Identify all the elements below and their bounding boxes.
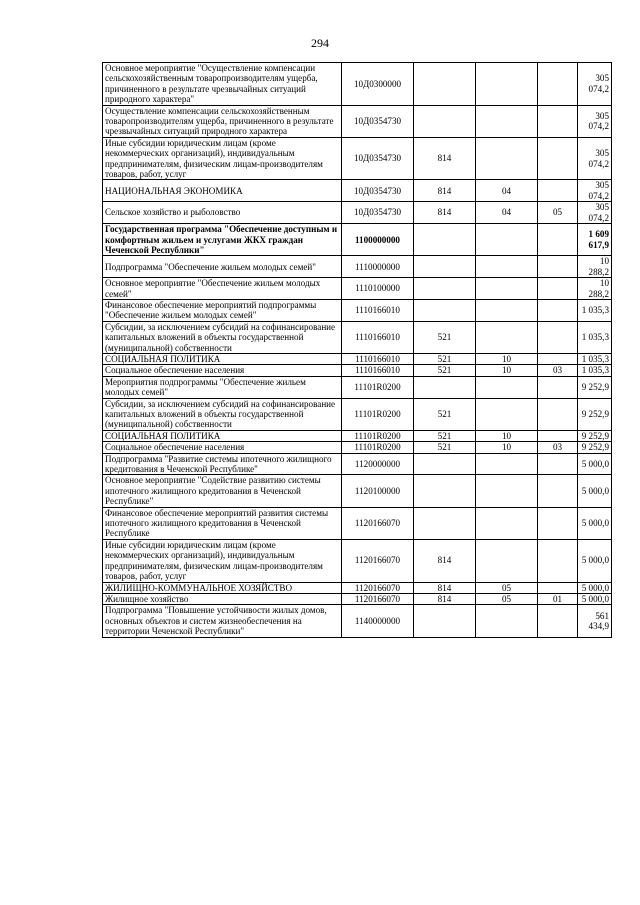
row-rz-cell	[476, 137, 538, 180]
row-csr-cell: 1120166070	[342, 539, 414, 582]
row-rz-cell	[476, 475, 538, 507]
row-vr-cell	[414, 105, 476, 137]
table-row	[103, 180, 612, 202]
row-name-cell: Подпрограмма "Повышение устойчивости жилых домов, основных объектов и систем жизнеобеспечения на территории Чеченской Республики"	[103, 605, 342, 637]
row-name-cell: Иные субсидии юридическим лицам (кроме некоммерческих организаций), индивидуальным предпринимателям, физическим лицам-производителям товаров, работ, услуг	[103, 539, 342, 582]
row-rz-cell	[476, 105, 538, 137]
table-row	[103, 353, 612, 364]
row-sum-cell: 305 074,2	[578, 63, 612, 106]
row-pr-cell	[538, 256, 578, 278]
table-row	[103, 430, 612, 441]
row-csr-cell: 11101R0200	[342, 376, 414, 398]
row-name-cell: ЖИЛИЩНО-КОММУНАЛЬНОЕ ХОЗЯЙСТВО	[103, 582, 342, 593]
row-vr-cell: 814	[414, 137, 476, 180]
row-name-cell: Осуществление компенсации сельскохозяйственным товаропроизводителям ущерба, причиненного в результате чрезвычайных ситуаций природного характера	[103, 105, 342, 137]
table-row	[103, 605, 612, 637]
row-vr-cell: 521	[414, 353, 476, 364]
row-sum-cell: 1 035,3	[578, 353, 612, 364]
row-rz-cell: 10	[476, 365, 538, 376]
row-vr-cell: 814	[414, 180, 476, 202]
row-vr-cell: 521	[414, 398, 476, 430]
row-pr-cell	[538, 321, 578, 353]
row-name-cell: Мероприятия подпрограммы "Обеспечение жильем молодых семей"	[103, 376, 342, 398]
row-pr-cell	[538, 582, 578, 593]
row-vr-cell	[414, 299, 476, 321]
table-row	[103, 63, 612, 106]
row-vr-cell: 521	[414, 321, 476, 353]
row-vr-cell	[414, 224, 476, 256]
row-rz-cell: 04	[476, 202, 538, 224]
row-vr-cell	[414, 256, 476, 278]
row-pr-cell	[538, 224, 578, 256]
row-vr-cell	[414, 605, 476, 637]
row-sum-cell: 10 288,2	[578, 278, 612, 300]
row-vr-cell	[414, 278, 476, 300]
row-name-cell: Основное мероприятие "Содействие развитию системы ипотечного жилищного кредитования в Чеченской Республике"	[103, 475, 342, 507]
row-name-cell: Субсидии, за исключением субсидий на софинансирование капитальных вложений в объекты государственной (муниципальной) собственности	[103, 398, 342, 430]
row-rz-cell: 04	[476, 180, 538, 202]
row-vr-cell	[414, 376, 476, 398]
row-sum-cell: 5 000,0	[578, 582, 612, 593]
row-rz-cell: 05	[476, 582, 538, 593]
row-sum-cell: 305 074,2	[578, 137, 612, 180]
row-sum-cell: 5 000,0	[578, 593, 612, 604]
row-rz-cell	[476, 398, 538, 430]
row-rz-cell	[476, 224, 538, 256]
row-pr-cell	[538, 430, 578, 441]
row-name-cell: Жилищное хозяйство	[103, 593, 342, 604]
table-row	[103, 202, 612, 224]
row-csr-cell: 11101R0200	[342, 430, 414, 441]
row-name-cell: Иные субсидии юридическим лицам (кроме некоммерческих организаций), индивидуальным предпринимателям, физическим лицам-производителям товаров, работ, услуг	[103, 137, 342, 180]
row-csr-cell: 10Д0354730	[342, 137, 414, 180]
row-csr-cell: 1120166070	[342, 507, 414, 539]
row-csr-cell: 1120000000	[342, 453, 414, 475]
row-pr-cell	[538, 105, 578, 137]
row-sum-cell: 305 074,2	[578, 180, 612, 202]
table-row	[103, 137, 612, 180]
row-csr-cell: 10Д0354730	[342, 202, 414, 224]
row-name-cell: Социальное обеспечение населения	[103, 365, 342, 376]
row-rz-cell	[476, 539, 538, 582]
row-pr-cell	[538, 475, 578, 507]
row-rz-cell	[476, 605, 538, 637]
row-name-cell: Финансовое обеспечение мероприятий развития системы ипотечного жилищного кредитования в Чеченской Республике	[103, 507, 342, 539]
table-row	[103, 105, 612, 137]
row-rz-cell	[476, 321, 538, 353]
row-pr-cell: 01	[538, 593, 578, 604]
row-csr-cell: 1140000000	[342, 605, 414, 637]
row-pr-cell	[538, 278, 578, 300]
row-pr-cell	[538, 180, 578, 202]
row-sum-cell: 5 000,0	[578, 539, 612, 582]
row-vr-cell	[414, 63, 476, 106]
row-csr-cell: 1120100000	[342, 475, 414, 507]
row-sum-cell: 1 035,3	[578, 365, 612, 376]
row-csr-cell: 1110166010	[342, 321, 414, 353]
page-number: 294	[311, 36, 329, 50]
row-csr-cell: 1110166010	[342, 299, 414, 321]
row-rz-cell	[476, 299, 538, 321]
row-csr-cell: 10Д0354730	[342, 180, 414, 202]
row-name-cell: СОЦИАЛЬНАЯ ПОЛИТИКА	[103, 353, 342, 364]
row-rz-cell: 10	[476, 442, 538, 453]
row-vr-cell: 814	[414, 202, 476, 224]
table-row	[103, 278, 612, 300]
row-rz-cell: 10	[476, 353, 538, 364]
row-sum-cell: 9 252,9	[578, 442, 612, 453]
row-vr-cell	[414, 453, 476, 475]
table-row	[103, 376, 612, 398]
row-csr-cell: 10Д0354730	[342, 105, 414, 137]
row-vr-cell: 521	[414, 365, 476, 376]
row-pr-cell	[538, 299, 578, 321]
table-row	[103, 539, 612, 582]
row-sum-cell: 5 000,0	[578, 453, 612, 475]
row-sum-cell: 9 252,9	[578, 430, 612, 441]
table-row	[103, 475, 612, 507]
row-name-cell: СОЦИАЛЬНАЯ ПОЛИТИКА	[103, 430, 342, 441]
row-name-cell: Сельское хозяйство и рыболовство	[103, 202, 342, 224]
row-pr-cell	[538, 539, 578, 582]
row-name-cell: Социальное обеспечение населения	[103, 442, 342, 453]
row-vr-cell: 814	[414, 582, 476, 593]
row-pr-cell	[538, 453, 578, 475]
row-sum-cell: 305 074,2	[578, 202, 612, 224]
row-rz-cell	[476, 256, 538, 278]
row-pr-cell: 03	[538, 365, 578, 376]
row-rz-cell	[476, 507, 538, 539]
row-name-cell: Государственная программа "Обеспечение доступным и комфортным жильем и услугами ЖКХ граждан Чеченской Республики"	[103, 224, 342, 256]
row-sum-cell: 5 000,0	[578, 475, 612, 507]
row-csr-cell: 1110166010	[342, 365, 414, 376]
budget-table-body	[103, 63, 612, 638]
row-name-cell: Основное мероприятие "Обеспечение жильем молодых семей"	[103, 278, 342, 300]
row-csr-cell: 1110000000	[342, 256, 414, 278]
row-pr-cell	[538, 137, 578, 180]
row-sum-cell: 1 609 617,9	[578, 224, 612, 256]
table-row	[103, 299, 612, 321]
row-sum-cell: 305 074,2	[578, 105, 612, 137]
row-rz-cell	[476, 278, 538, 300]
row-vr-cell: 814	[414, 593, 476, 604]
row-vr-cell	[414, 507, 476, 539]
row-sum-cell: 1 035,3	[578, 299, 612, 321]
table-row	[103, 398, 612, 430]
row-csr-cell: 1110166010	[342, 353, 414, 364]
row-name-cell: Подпрограмма "Развитие системы ипотечного жилищного кредитования в Чеченской Республике"	[103, 453, 342, 475]
row-rz-cell: 10	[476, 430, 538, 441]
row-csr-cell: 10Д0300000	[342, 63, 414, 106]
row-name-cell: Основное мероприятие "Осуществление компенсации сельскохозяйственным товаропроизводителям ущерба, причиненного в результате чрезвычайных ситуаций природного характера"	[103, 63, 342, 106]
row-vr-cell	[414, 475, 476, 507]
row-sum-cell: 10 288,2	[578, 256, 612, 278]
row-pr-cell	[538, 507, 578, 539]
row-csr-cell: 11101R0200	[342, 442, 414, 453]
row-rz-cell	[476, 453, 538, 475]
row-name-cell: Подпрограмма "Обеспечение жильем молодых семей"	[103, 256, 342, 278]
table-row	[103, 453, 612, 475]
table-row	[103, 507, 612, 539]
row-pr-cell: 05	[538, 202, 578, 224]
table-row	[103, 321, 612, 353]
table-row	[103, 224, 612, 256]
table-row	[103, 256, 612, 278]
row-sum-cell: 5 000,0	[578, 507, 612, 539]
row-sum-cell: 561 434,9	[578, 605, 612, 637]
row-pr-cell	[538, 353, 578, 364]
row-name-cell: Финансовое обеспечение мероприятий подпрограммы "Обеспечение жильем молодых семей"	[103, 299, 342, 321]
row-name-cell: Субсидии, за исключением субсидий на софинансирование капитальных вложений в объекты государственной (муниципальной) собственности	[103, 321, 342, 353]
table-row	[103, 593, 612, 604]
budget-table	[102, 62, 612, 638]
row-pr-cell	[538, 376, 578, 398]
row-rz-cell	[476, 63, 538, 106]
row-sum-cell: 9 252,9	[578, 376, 612, 398]
row-csr-cell: 1120166070	[342, 593, 414, 604]
row-rz-cell: 05	[476, 593, 538, 604]
row-vr-cell: 521	[414, 442, 476, 453]
row-sum-cell: 1 035,3	[578, 321, 612, 353]
row-csr-cell: 1120166070	[342, 582, 414, 593]
row-vr-cell: 814	[414, 539, 476, 582]
row-pr-cell	[538, 398, 578, 430]
row-name-cell: НАЦИОНАЛЬНАЯ ЭКОНОМИКА	[103, 180, 342, 202]
row-pr-cell	[538, 63, 578, 106]
row-vr-cell: 521	[414, 430, 476, 441]
row-csr-cell: 1110100000	[342, 278, 414, 300]
row-sum-cell: 9 252,9	[578, 398, 612, 430]
row-rz-cell	[476, 376, 538, 398]
row-pr-cell: 03	[538, 442, 578, 453]
table-row	[103, 365, 612, 376]
row-csr-cell: 11101R0200	[342, 398, 414, 430]
table-row	[103, 442, 612, 453]
row-csr-cell: 1100000000	[342, 224, 414, 256]
row-pr-cell	[538, 605, 578, 637]
table-row	[103, 582, 612, 593]
